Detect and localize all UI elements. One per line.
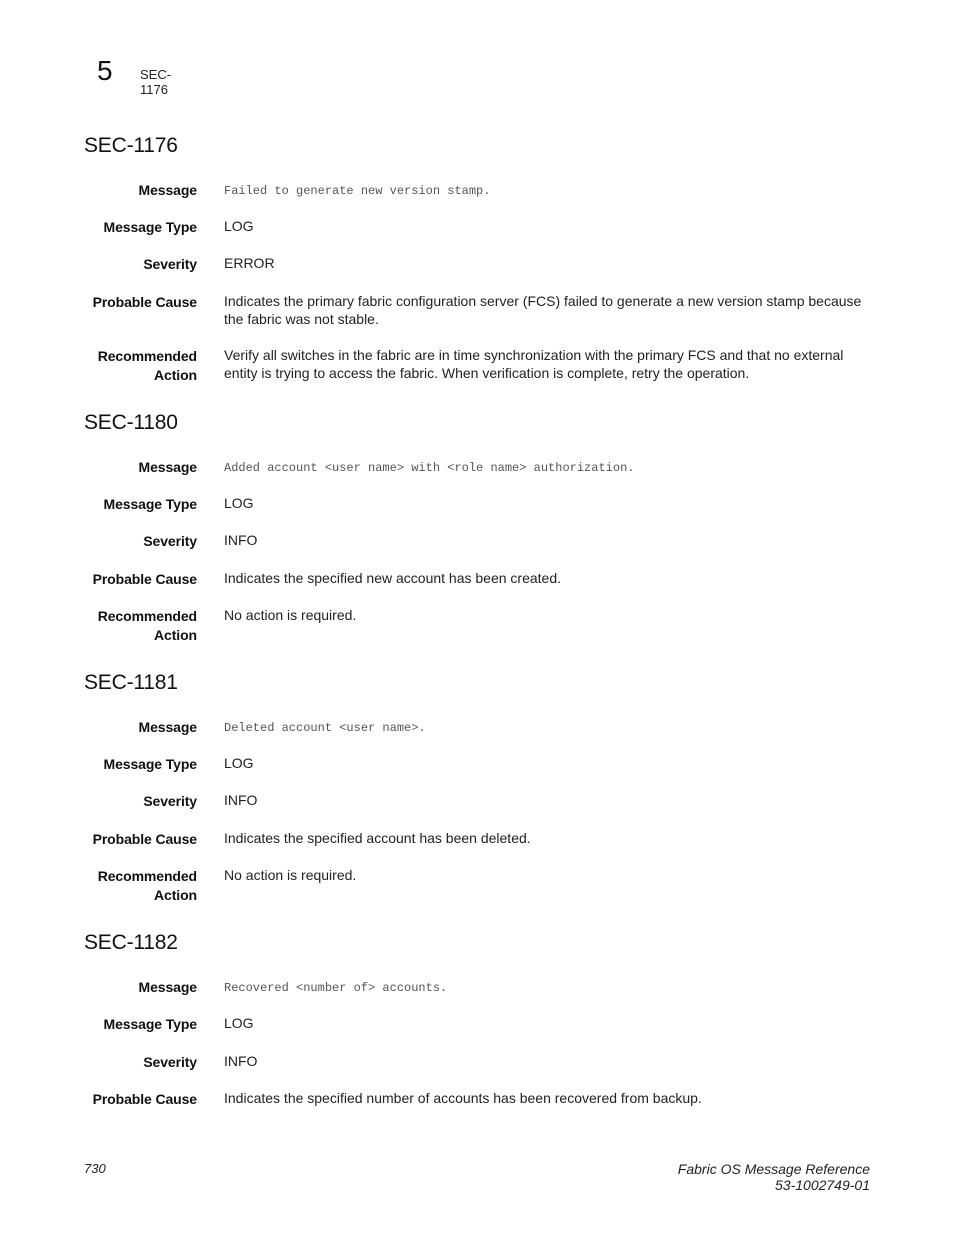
footer-doc-info — [678, 1161, 870, 1193]
message-label: Message — [138, 182, 197, 198]
probable-cause-label: Probable Cause — [92, 294, 197, 310]
recommended-action-label — [84, 347, 197, 385]
severity-label: Severity — [143, 256, 197, 272]
message-value: Failed to generate new version stamp. — [224, 184, 491, 198]
message-value: Deleted account <user name>. — [224, 721, 426, 735]
recommended-label-line2: Action — [154, 627, 197, 643]
message-type-value: LOG — [224, 755, 254, 771]
recommended-label-line2: Action — [154, 887, 197, 903]
probable-cause-label: Probable Cause — [92, 571, 197, 587]
message-label: Message — [138, 459, 197, 475]
message-type-value: LOG — [224, 218, 254, 234]
section-sec-1181 — [84, 671, 884, 903]
message-label: Message — [138, 979, 197, 995]
recommended-action-label — [84, 867, 197, 905]
section-heading: SEC-1176 — [84, 134, 178, 157]
section-heading: SEC-1180 — [84, 411, 178, 434]
probable-cause-label: Probable Cause — [92, 831, 197, 847]
section-sec-1176 — [84, 134, 884, 383]
recommended-action-label — [84, 607, 197, 645]
message-value: Recovered <number of> accounts. — [224, 981, 448, 995]
severity-value: INFO — [224, 532, 258, 548]
message-type-label: Message Type — [103, 756, 197, 772]
message-type-label: Message Type — [103, 219, 197, 235]
severity-label: Severity — [143, 533, 197, 549]
running-title: SEC-1176 — [140, 67, 172, 97]
message-value: Added account <user name> with <role name> authorization. — [224, 461, 635, 475]
footer-doc-title: Fabric OS Message Reference — [677, 1161, 870, 1177]
message-type-value: LOG — [224, 1015, 254, 1031]
chapter-number: 5 — [97, 55, 113, 86]
severity-value: INFO — [224, 1053, 258, 1069]
severity-value: INFO — [224, 792, 258, 808]
section-sec-1182 — [84, 931, 884, 1107]
probable-cause-value: Indicates the specified new account has been created. — [224, 570, 561, 586]
footer-doc-number: 53-1002749-01 — [775, 1177, 870, 1193]
recommended-label-line1: Recommended — [97, 868, 197, 884]
probable-cause-value: Indicates the specified number of accounts has been recovered from backup. — [224, 1090, 702, 1106]
message-type-label: Message Type — [103, 1016, 197, 1032]
message-type-value: LOG — [224, 495, 254, 511]
severity-label: Severity — [143, 793, 197, 809]
section-heading: SEC-1182 — [84, 931, 178, 954]
recommended-action-value: No action is required. — [224, 607, 357, 623]
message-label: Message — [138, 719, 197, 735]
section-heading: SEC-1181 — [84, 671, 178, 694]
section-sec-1180 — [84, 411, 884, 643]
severity-label: Severity — [143, 1054, 197, 1070]
severity-value: ERROR — [224, 255, 275, 271]
recommended-label-line1: Recommended — [97, 608, 197, 624]
recommended-action-value: No action is required. — [224, 867, 357, 883]
probable-cause-value: Indicates the specified account has been deleted. — [224, 830, 531, 846]
probable-cause-value: Indicates the primary fabric configuration server (FCS) failed to generate a new version stamp because the fabric was not stable. — [224, 293, 862, 327]
recommended-action-value: Verify all switches in the fabric are in time synchronization with the primary FCS and that no external entity is trying to access the fabric. When verification is complete, retry the operation. — [224, 347, 844, 381]
message-type-label: Message Type — [103, 496, 197, 512]
probable-cause-label: Probable Cause — [92, 1091, 197, 1107]
recommended-label-line1: Recommended — [97, 348, 197, 364]
recommended-label-line2: Action — [154, 367, 197, 383]
page-number: 730 — [84, 1161, 106, 1176]
